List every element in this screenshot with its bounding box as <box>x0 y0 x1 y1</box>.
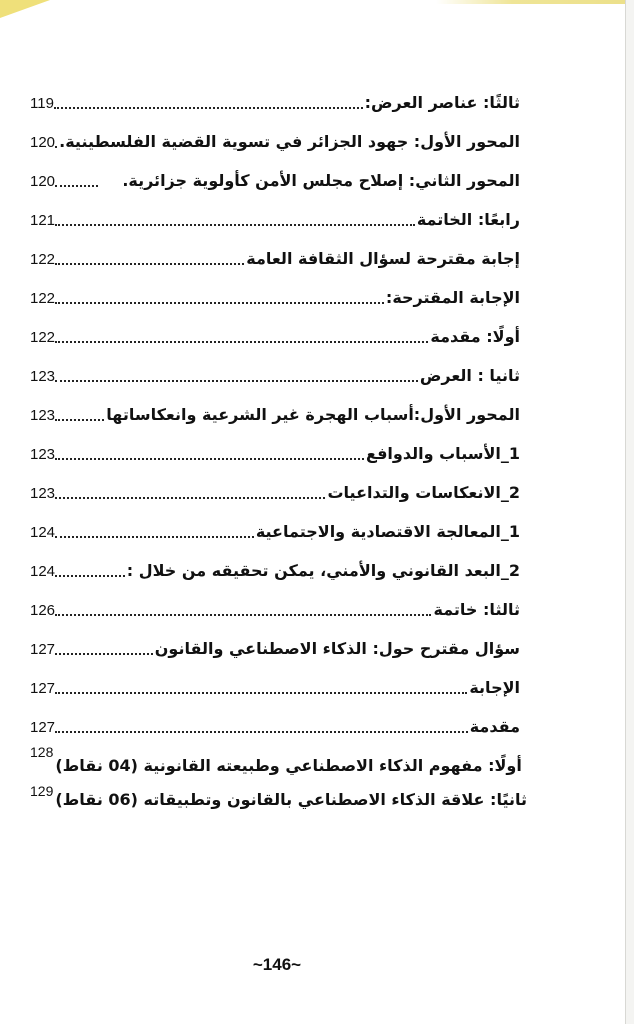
page-edge-top <box>436 0 626 4</box>
dot-leader <box>55 185 98 187</box>
page-edge-right <box>625 0 634 1024</box>
toc-page-number: 122 <box>30 329 56 346</box>
toc-page-number: 122 <box>30 290 56 307</box>
table-of-contents <box>30 76 528 812</box>
dot-leader <box>55 302 384 304</box>
toc-entry-title: ثانيًا: علاقة الذكاء الاصطناعي بالقانون وتطبيقاته (06 نقاط) <box>55 790 528 809</box>
toc-entry-title: ثانيا : العرض <box>419 366 520 385</box>
toc-entry <box>30 349 520 388</box>
toc-page-number: 128 <box>30 744 54 760</box>
toc-entry <box>30 622 520 661</box>
toc-entry <box>30 544 520 583</box>
toc-entry-title: 2_البعد القانوني والأمني، يمكن تحقيقه من خلال : <box>126 561 520 580</box>
toc-entry-title: أولًا: مفهوم الذكاء الاصطناعي وطبيعته القانونية (04 نقاط) <box>55 756 522 775</box>
toc-page-number: 123 <box>30 407 56 424</box>
toc-page-number: 127 <box>30 680 56 697</box>
toc-page-number: 120 <box>30 134 56 151</box>
dot-leader <box>55 614 431 616</box>
dot-leader <box>55 419 104 421</box>
dot-leader <box>55 731 468 733</box>
dot-leader <box>55 692 467 694</box>
toc-page-number: 123 <box>30 368 56 385</box>
toc-entry-title: الإجابة المقترحة: <box>385 288 520 307</box>
toc-entry-title: أولًا: مقدمة <box>430 327 520 346</box>
toc-page-number: 120 <box>30 173 56 190</box>
toc-entry-title: 1_المعالجة الاقتصادية والاجتماعية <box>255 522 520 541</box>
dot-leader <box>55 341 428 343</box>
toc-page-number: 127 <box>30 641 56 658</box>
toc-page-number: 124 <box>30 524 56 541</box>
toc-entry-title: رابعًا: الخاتمة <box>416 210 520 229</box>
toc-entry <box>30 271 520 310</box>
toc-entry <box>30 700 520 739</box>
toc-entry <box>30 232 520 271</box>
dot-leader <box>54 107 363 109</box>
dot-leader <box>55 575 125 577</box>
toc-entry-title: المحور الثاني: إصلاح مجلس الأمن كأولوية جزائرية. <box>122 171 520 190</box>
toc-entry <box>30 193 520 232</box>
toc-page-number: 124 <box>30 563 56 580</box>
dot-leader <box>55 263 244 265</box>
toc-entry-title: مقدمة <box>469 717 520 736</box>
dot-leader <box>55 653 153 655</box>
toc-page-number: 122 <box>30 251 56 268</box>
toc-entry-title: 1_الأسباب والدوافع <box>366 444 520 463</box>
toc-entry-title: 2_الانعكاسات والتداعيات <box>327 483 520 502</box>
toc-page-number: 123 <box>30 485 56 502</box>
toc-entry <box>30 310 520 349</box>
toc-entry <box>30 466 520 505</box>
toc-entry-title: إجابة مقترحة لسؤال الثقافة العامة <box>246 249 520 268</box>
toc-entry-title: سؤال مقترح حول: الذكاء الاصطناعي والقانون <box>154 639 520 658</box>
toc-entry <box>30 76 520 115</box>
toc-entry-title: المحور الأول: جهود الجزائر في تسوية القضية الفلسطينية. <box>59 132 520 151</box>
toc-entry-title: الإجابة <box>469 678 520 697</box>
toc-page-number: 129 <box>30 783 54 799</box>
toc-entry <box>30 739 520 778</box>
toc-entry <box>30 505 520 544</box>
dot-leader <box>55 536 254 538</box>
dot-leader <box>55 497 325 499</box>
toc-entry-title: ثالثًا: عناصر العرض: <box>364 93 520 112</box>
dot-leader <box>55 224 415 226</box>
toc-entry <box>30 154 520 193</box>
toc-entry <box>30 115 520 154</box>
toc-entry <box>30 661 520 700</box>
dot-leader <box>55 146 57 148</box>
toc-entry-title: ثالثا: خاتمة <box>433 600 520 619</box>
toc-page-number: 127 <box>30 719 56 736</box>
dot-leader <box>55 380 418 382</box>
toc-page-number: 123 <box>30 446 56 463</box>
toc-entry <box>30 778 528 812</box>
page-edge-corner <box>0 0 50 18</box>
toc-page-number: 126 <box>30 602 56 619</box>
toc-entry <box>30 427 520 466</box>
toc-page-number: 119 <box>30 95 54 112</box>
toc-entry-title: المحور الأول:أسباب الهجرة غير الشرعية وانعكاساتها <box>106 405 520 424</box>
page-number: ~146~ <box>252 955 302 974</box>
dot-leader <box>55 458 364 460</box>
toc-entry <box>30 388 520 427</box>
toc-entry <box>30 583 520 622</box>
toc-page-number: 121 <box>30 212 56 229</box>
